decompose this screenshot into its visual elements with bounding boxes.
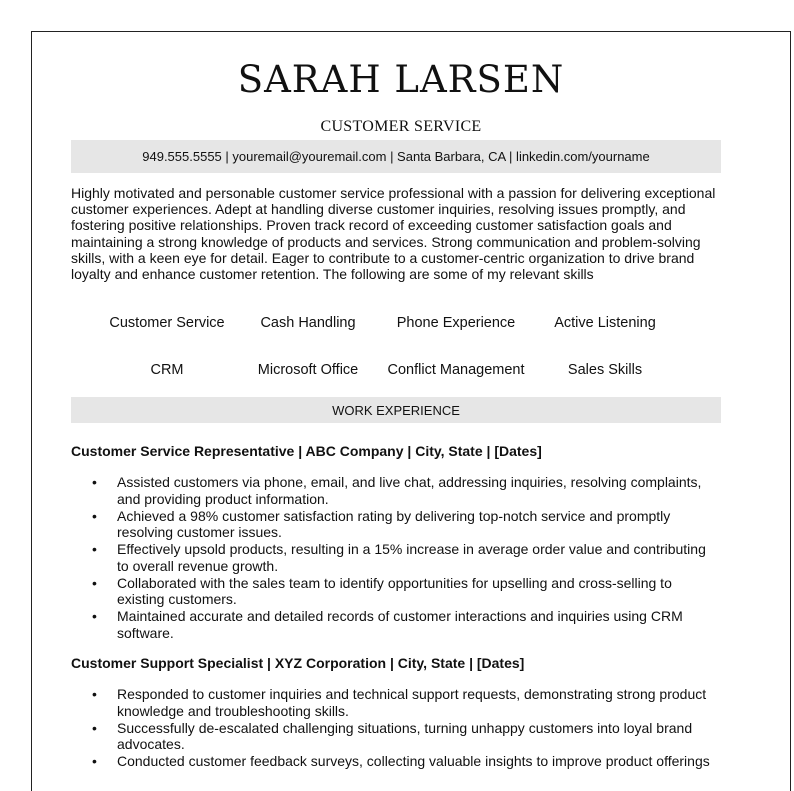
contact-info-bar <box>71 140 721 173</box>
skill-item: Cash Handling <box>260 315 356 331</box>
list-item: • Conducted customer feedback surveys, collecting valuable insights to improve product offerings <box>71 753 721 770</box>
skill-item: Phone Experience <box>396 315 516 331</box>
candidate-title: CUSTOMER SERVICE <box>320 118 482 135</box>
skill-item: Sales Skills <box>567 362 643 378</box>
work-experience-heading <box>71 397 721 423</box>
skill-item: Customer Service <box>109 315 225 331</box>
job-bullet-list <box>71 686 721 770</box>
professional-summary: Highly motivated and personable customer service professional with a passion for delivering exceptional customer experiences. Adept at handling diverse customer inquiries, resolving issues promptly, and fostering positive relationships. Proven track record of exceeding customer satisfaction goals and maintaining a strong knowledge of products and services. Strong communication and problem-solving skills, with a keen eye for detail. Eager to contribute to a customer-centric organization to drive brand loyalty and enhance customer retention. The following are some of my relevant skills <box>71 185 716 283</box>
skill-item: Conflict Management <box>387 362 525 378</box>
list-item: • Achieved a 98% customer satisfaction rating by delivering top-notch service and promptly resolving customer issues. <box>71 508 721 541</box>
list-item: • Effectively upsold products, resulting in a 15% increase in average order value and contributing to overall revenue growth. <box>71 541 721 574</box>
job-bullet-list <box>71 474 721 642</box>
section-heading-label: WORK EXPERIENCE <box>332 402 460 418</box>
list-item: • Collaborated with the sales team to identify opportunities for upselling and cross-selling to existing customers. <box>71 575 721 608</box>
candidate-name: SARAH LARSEN <box>237 58 565 101</box>
skill-item: Microsoft Office <box>257 362 359 378</box>
contact-info: 949.555.5555 | youremail@youremail.com | Santa Barbara, CA | linkedin.com/yourname <box>142 149 650 164</box>
skill-item: Active Listening <box>554 315 656 331</box>
job-title: Customer Service Representative | ABC Company | City, State | [Dates] <box>71 443 542 459</box>
list-item: • Assisted customers via phone, email, and live chat, addressing inquiries, resolving complaints, and providing product information. <box>71 474 721 507</box>
resume-page <box>31 31 791 791</box>
list-item: • Successfully de-escalated challenging situations, turning unhappy customers into loyal brand advocates. <box>71 720 721 753</box>
skills-grid <box>71 312 711 392</box>
job-title: Customer Support Specialist | XYZ Corporation | City, State | [Dates] <box>71 655 525 671</box>
list-item: • Maintained accurate and detailed records of customer interactions and inquiries using CRM software. <box>71 608 721 641</box>
list-item: • Responded to customer inquiries and technical support requests, demonstrating strong product knowledge and troubleshooting skills. <box>71 686 721 719</box>
skill-item: CRM <box>150 362 184 378</box>
